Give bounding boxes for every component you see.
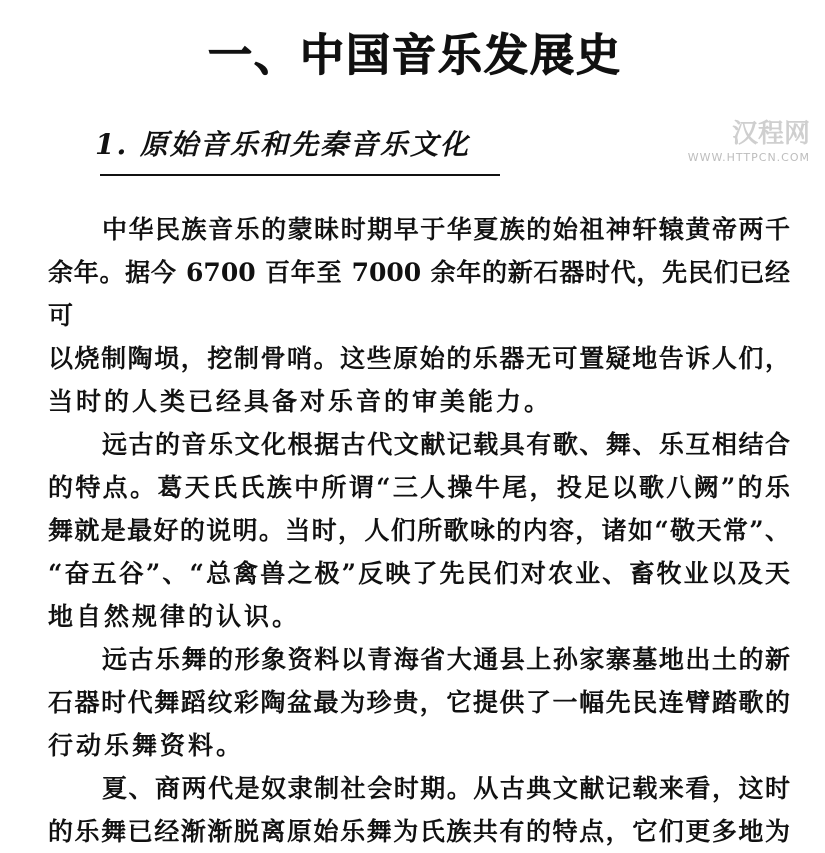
text-line: 舞就是最好的说明。当时，人们所歌咏的内容，诸如“敬天常”、 bbox=[48, 516, 790, 545]
watermark-url: WWW.HTTPCN.COM bbox=[687, 151, 810, 164]
text-line: 夏、商两代是奴隶制社会时期。从古典文献记载来看，这时 bbox=[102, 774, 790, 803]
paragraph-2 bbox=[48, 423, 790, 638]
paragraph-4 bbox=[48, 767, 790, 853]
text-line: 中华民族音乐的蒙昧时期早于华夏族的始祖神轩辕黄帝两千 bbox=[102, 215, 790, 244]
text-line: 远古的音乐文化根据古代文献记载具有歌、舞、乐互相结合 bbox=[102, 430, 790, 459]
paragraph-1 bbox=[48, 208, 790, 423]
text-line: 的特点。葛天氏氏族中所谓“三人操牛尾，投足以歌八阙”的乐 bbox=[48, 473, 790, 502]
text-line: 地自然规律的认识。 bbox=[48, 602, 301, 631]
text-line: 石器时代舞蹈纹彩陶盆最为珍贵，它提供了一幅先民连臂踏歌的 bbox=[48, 688, 790, 717]
text-line: 当时的人类已经具备对乐音的审美能力。 bbox=[48, 387, 553, 416]
heading-underline bbox=[100, 174, 500, 176]
section-heading: 1. 原始音乐和先秦音乐文化 bbox=[95, 128, 470, 161]
text-line: “奋五谷”、“总禽兽之极”反映了先民们对农业、畜牧业以及天 bbox=[48, 559, 790, 588]
body-text bbox=[48, 208, 790, 853]
page-title: 一、中国音乐发展史 bbox=[208, 30, 622, 81]
text-line: 远古乐舞的形象资料以青海省大通县上孙家寨墓地出土的新 bbox=[102, 645, 790, 674]
watermark bbox=[620, 118, 810, 166]
text-line: 余年。据今 6700 百年至 7000 余年的新石器时代，先民们已经可 bbox=[48, 258, 790, 330]
watermark-logo: 汉程网 bbox=[731, 119, 810, 149]
text-line: 行动乐舞资料。 bbox=[48, 731, 245, 760]
text-line: 的乐舞已经渐渐脱离原始乐舞为氏族共有的特点，它们更多地为 bbox=[48, 817, 790, 846]
paragraph-3 bbox=[48, 638, 790, 767]
text-line: 以烧制陶埙，挖制骨哨。这些原始的乐器无可置疑地告诉人们， bbox=[48, 344, 790, 373]
